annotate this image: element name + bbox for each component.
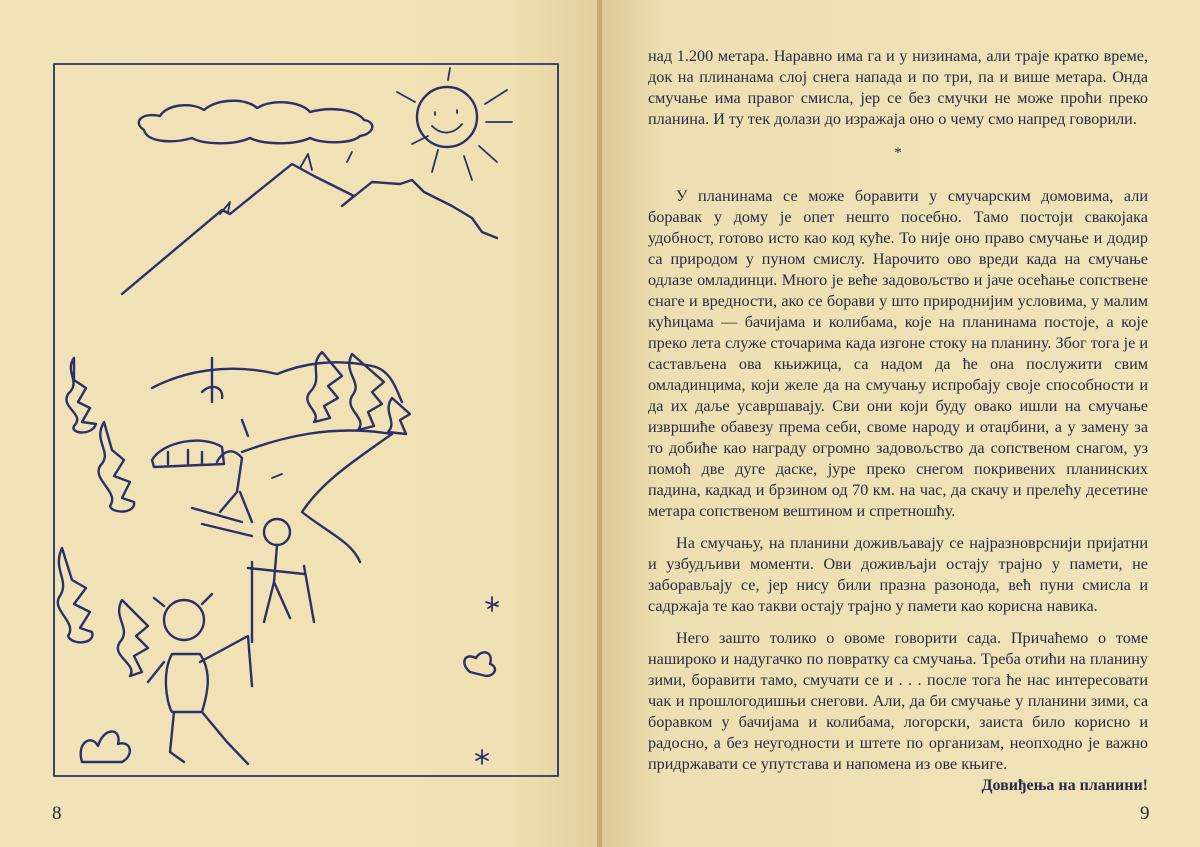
paragraph-gap: [648, 522, 1148, 533]
page-number-left: 8: [52, 803, 62, 824]
section-separator: *: [894, 145, 902, 161]
paragraph-1: над 1.200 метара. Наравно има га и у низинама, али траје кратко време, док на плинанама слој снега напада и по три, па и више метара. Онда смучање има правог смисла, јер се без смучки не може проћи преко планина. И ту тек долази до изражаја оно о чему смо напред говорили.: [648, 47, 1148, 128]
right-page-text: [648, 46, 1148, 796]
paragraph-gap: [648, 617, 1148, 628]
closing-line: Довиђења на планини!: [981, 777, 1148, 794]
paragraph-2: У планинама се може боравити у смучарским домовима, али боравак у дому је опет нешто посебно. Тамо постоји свакојака удобност, готово исто као код куће. То није оно право смучање и додир са природом у пуном смислу. Нарочито ово вреди када на смучање одлазе омладинци. Много је веће задовољство и јаче осећање сопствене снаге и вредности, ако се борави у што природнијим условима, у малим кућицама — бачијама и колибама, које на планинама постоје, а које преко лета служе сточарима када изгоне стоку на планину. Због тога је и састављена ова књижица, са надом да ће она послужити свим омладинцима, који желе да на смучању испробају своје способности и да их даље усавршавају. Сви они који буду овако ишли на смучање извршиће обавезу према себи, своме народу и отаџбини, а у замену за то добиће као награду огромно задовољство да сопственом снагом, уз помоћ две дуге даске, јуре преко снегом покривених планинских падина, кадкад и брзином од 70 км. на час, да скачу и прелећу десетине метара сопственом вештином и спретношћу.: [648, 187, 1148, 520]
ski-scene-illustration: [52, 62, 560, 778]
paragraph-3: На смучању, на планини доживљавају се најразноврснији пријатни и узбудљиви моменти. Ови доживљаји остају трајно у памети, не заборављају се, јер нису били празна разонода, већ пуни смисла и садржаја те као такви остају трајно у памети као корисна навика.: [648, 534, 1148, 615]
left-page: [0, 0, 598, 847]
page-number-right: 9: [1140, 803, 1150, 824]
paragraph-4: Него зашто толико о овоме говорити сада. Причаћемо о томе нашироко и надугачко по повратку са смучања. Треба отићи на планину зими, боравити тамо, смучати се и . . . после тога ће нас интересовати чак и прошлогодишњи снегови. Али, да би смучање у планини зими, са боравком у бачијама и колибама, логорски, заиста било корисно и радосно, а без неугодности и штете по организам, неопходно је важно придржавати се упутстава и напомена из ове књиге.: [648, 629, 1148, 773]
